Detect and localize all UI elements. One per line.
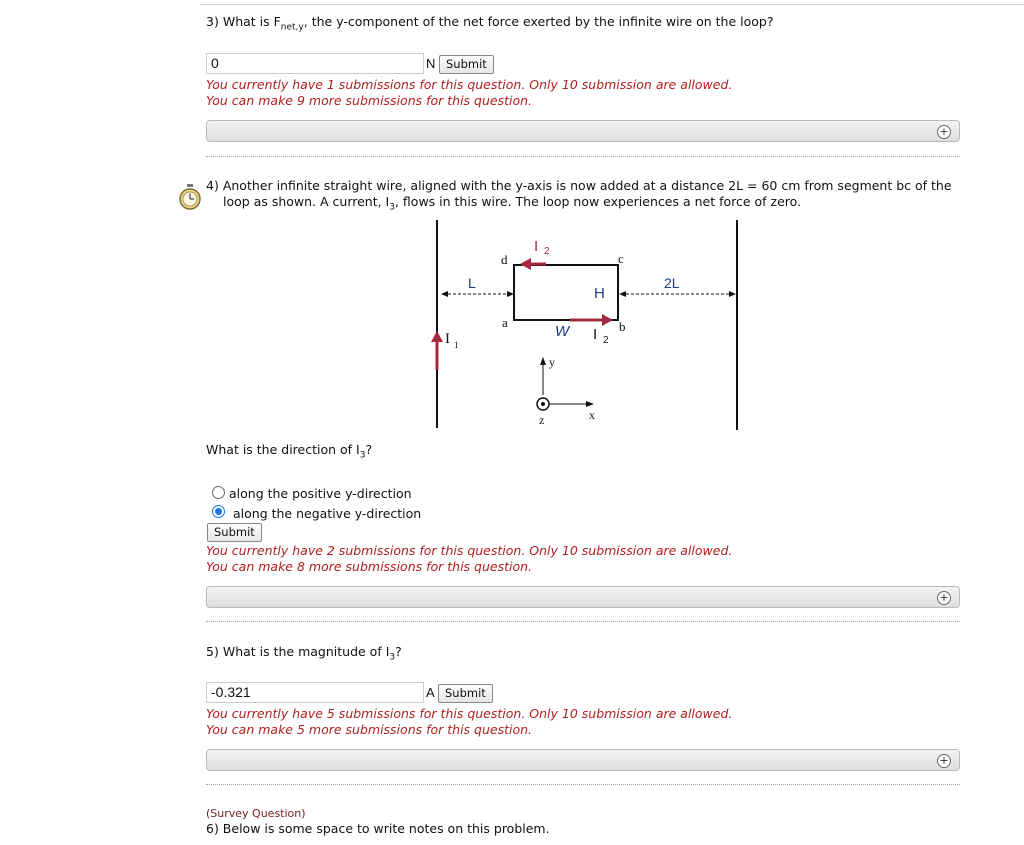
q3-text: 3) What is $F_{net,y}$, the y-component of the net force exerted by the infinite wire on the loop? bbox=[206, 14, 774, 33]
option-positive-y-label[interactable]: along the positive y-direction bbox=[229, 486, 412, 501]
axis-z-label: z bbox=[539, 413, 545, 427]
corner-b: b bbox=[619, 319, 626, 334]
q5-submit-button[interactable]: Submit bbox=[438, 684, 493, 703]
dim-h-label: H bbox=[594, 285, 605, 302]
expand-plus-icon[interactable]: + bbox=[937, 754, 951, 768]
dim-2l-label: 2L bbox=[664, 275, 680, 291]
q4-submit-button[interactable]: Submit bbox=[207, 523, 262, 542]
q4-text-line1: 4) Another infinite straight wire, aligned with the y-axis is now added at a distance 2L = 60 cm from segment bc of the bbox=[206, 178, 952, 193]
corner-a: a bbox=[502, 315, 508, 330]
q6-text: 6) Below is some space to write notes on this problem. bbox=[206, 821, 550, 836]
q3-submission-count: You currently have 1 submissions for this question. Only 10 submission are allowed. bbox=[206, 77, 733, 92]
top-divider bbox=[200, 4, 1024, 5]
i2-top-arrow bbox=[520, 258, 531, 270]
i2-bottom-arrow bbox=[602, 314, 613, 326]
axis-x-label: x bbox=[589, 408, 595, 422]
q5-hint-bar[interactable] bbox=[206, 749, 960, 771]
radio-negative-y[interactable] bbox=[212, 505, 225, 518]
dim-l-label: L bbox=[468, 275, 476, 291]
i2-bottom-label: I bbox=[593, 326, 598, 343]
q4-text-line2: loop as shown. A current, $I_3$, flows in this wire. The loop now experiences a net force of zero. bbox=[223, 194, 802, 213]
q4-submission-count: You currently have 2 submissions for this question. Only 10 submission are allowed. bbox=[206, 543, 733, 558]
corner-c: c bbox=[618, 251, 624, 266]
i2-top-label: I bbox=[534, 238, 539, 255]
q5-remaining-count: You can make 5 more submissions for this question. bbox=[206, 722, 533, 737]
q3-unit-label: N bbox=[426, 56, 436, 71]
i1-label: I bbox=[445, 331, 450, 347]
option-negative-y-label[interactable]: along the negative y-direction bbox=[233, 506, 422, 521]
q4-remaining-count: You can make 8 more submissions for this question. bbox=[206, 559, 533, 574]
q4-divider bbox=[206, 621, 960, 622]
timer-stopwatch-icon bbox=[178, 184, 202, 214]
q4-hint-bar[interactable] bbox=[206, 586, 960, 608]
q3-divider bbox=[206, 156, 960, 157]
q5-divider bbox=[206, 784, 960, 785]
i1-sub: 1 bbox=[454, 340, 459, 350]
q3-remaining-count: You can make 9 more submissions for this question. bbox=[206, 93, 533, 108]
axis-y-label: y bbox=[549, 355, 555, 369]
expand-plus-icon[interactable]: + bbox=[937, 125, 951, 139]
wire-loop-diagram bbox=[420, 215, 750, 435]
q5-submission-count: You currently have 5 submissions for this question. Only 10 submission are allowed. bbox=[206, 706, 733, 721]
q5-answer-input[interactable]: -0.321 bbox=[206, 682, 424, 703]
survey-label: (Survey Question) bbox=[206, 807, 306, 820]
i2-bottom-sub: 2 bbox=[603, 335, 609, 346]
radio-positive-y[interactable] bbox=[212, 486, 225, 499]
expand-plus-icon[interactable]: + bbox=[937, 591, 951, 605]
q4-direction-question: What is the direction of $I_3$? bbox=[206, 442, 373, 461]
q5-text: 5) What is the magnitude of $I_3$? bbox=[206, 644, 402, 663]
q3-hint-bar[interactable] bbox=[206, 120, 960, 142]
q3-submit-button[interactable]: Submit bbox=[439, 55, 494, 74]
dim-w-label: W bbox=[555, 323, 570, 340]
q5-unit-label: A bbox=[426, 685, 435, 700]
i2-top-sub: 2 bbox=[544, 246, 550, 257]
corner-d: d bbox=[501, 252, 508, 267]
q3-answer-input[interactable]: 0 bbox=[206, 53, 424, 74]
